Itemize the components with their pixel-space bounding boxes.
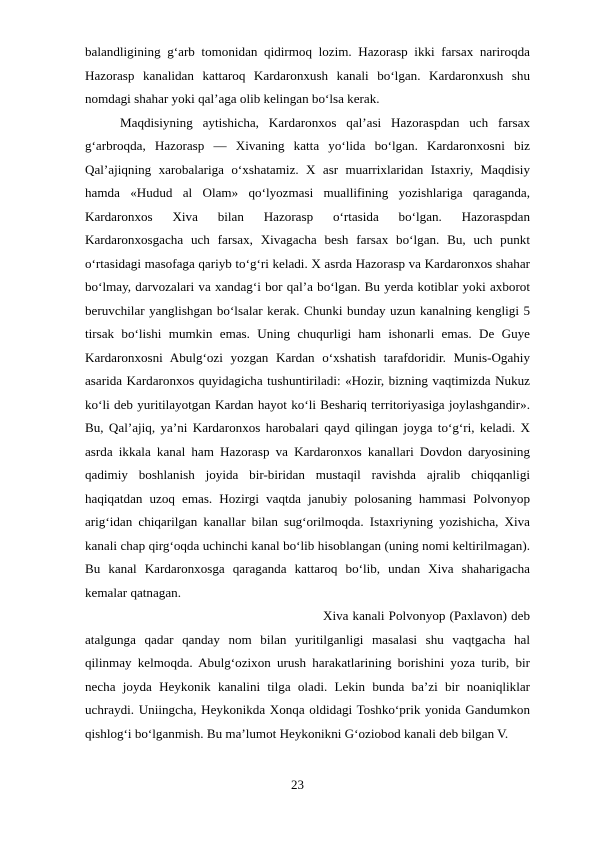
paragraph-3: Xiva kanali Polvonyop (Paxlavon) deb atalgunga qadar qanday nom bilan yuritilganligi masalasi shu vaqtgacha hal qilinmay kelmoqda. Abulg‘ozixon urush harakatlarining borishini yoza turib, bir necha joyda Heykonik kanalini tilga oladi. Lekin bunda ba’zi bir noaniqliklar uchraydi. Uniingcha, Heykonikda Xonqa oldidagi Toshko‘prik yonida Gandumkon qishlog‘i bo‘lganmish. Bu ma’lumot Heykonikni G‘oziobod kanali deb bilgan V. [85,608,530,741]
page-number: 23 [291,777,304,792]
document-page [85,40,530,745]
paragraph-1: balandligining g‘arb tomonidan qidirmoq lozim. Hazorasp ikki farsax nariroqda Hazorasp kanalidan kattaroq Kardaronxush kanali bo‘lgan. Kardaronxush shu nomdagi shahar yoki qal’aga olib kelingan bo‘lsa kerak. [85,44,530,106]
paragraph-2: Maqdisiyning aytishicha, Kardaronxos qal’asi Hazoraspdan uch farsax g‘arbroqda, Hazorasp — Xivaning katta yo‘lida bo‘lgan. Kardaronxosni biz Qal’ajiqning xarobalariga o‘xshatamiz. X asr muarrixlaridan Istaxriy, Maqdisiy hamda «Hudud al Olam» qo‘lyozmasi muallifining yozishlariga qaraganda, Kardaronxos Xiva bilan Hazorasp o‘rtasida bo‘lgan. Hazoraspdan Kardaronxosgacha uch farsax, Xivagacha besh farsax bo‘lgan. Bu, uch punkt o‘rtasidagi masofaga qariyb to‘g‘ri keladi. X asrda Hazorasp va Kardaronxos shahar bo‘lmay, darvozalari va xandag‘i bor qal’a bo‘lgan. Bu yerda kotiblar yoki axborot beruvchilar yanglishgan bo‘lsalar kerak. Chunki bunday uzun kanalning kengligi 5 tirsak bo‘lishi mumkin emas. Uning chuqurligi ham ishonarli emas. De Guye Kardaronxosni Abulg‘ozi yozgan Kardan o‘xshatish tarafdoridir. Munis-Ogahiy asarida Kardaronxos quyidagicha tushuntiriladi: «Hozir, bizning vaqtimizda Nukuz ko‘li deb yuritilayotgan Kardan hayot ko‘li Beshariq territoriyasiga joylashgandir». Bu, Qal’ajiq, ya’ni Kardaronxos harobalari qayd qilingan joyga to‘g‘ri, keladi. X asrda ikkala kanal ham Hazorasp va Kardaronxos kanallari Dovdon daryosining qadimiy boshlanish joyida bir-biridan mustaqil ravishda ajralib chiqqanligi haqiqatdan uzoq emas. Hozirgi vaqtda janubiy polosaning hammasi Polvonyop arig‘idan chiqarilgan kanallar bilan sug‘orilmoqda. Istaxriyning yozishicha, Xiva kanali chap qirg‘oqda uchinchi kanal bo‘lib hisoblangan (uning nomi keltirilmagan). Bu kanal Kardaronxosga qaraganda kattaroq bo‘lib, undan Xiva shaharigacha kemalar qatnagan. [85,114,530,600]
